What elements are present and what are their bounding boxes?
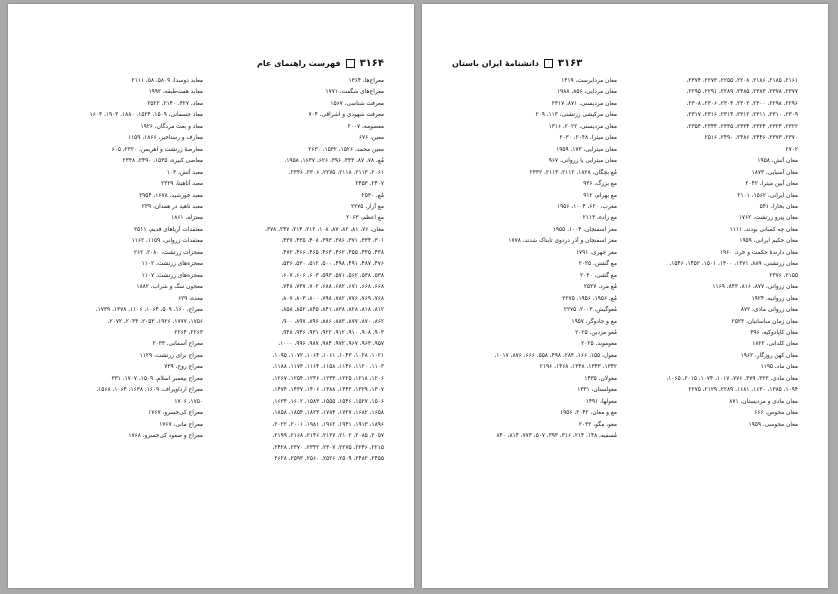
- index-entry: مغوموبد، ۲۰۲۵: [581, 341, 617, 348]
- index-entry: مغان زمان ساسانیان، ۲۵۲۳: [731, 318, 798, 325]
- index-entry: معاصی کبیره، ۱۵۳۵، ۲۴۹۰، ۲۳۴۸: [122, 158, 203, 165]
- index-entry: معراج روح، ۷۳۹: [164, 364, 203, 371]
- index-entry: ۱۸۹۶، ۱۹۱۳، ۱۹۴۱، ۱۹۶۲، ۱۹۸۱، ۲۰۰۱، ۲۰۲۲،: [272, 421, 384, 428]
- index-entry: ۲۴۰۷، ۲۴۵۳: [355, 181, 384, 188]
- square-icon: [346, 59, 355, 68]
- index-entry: مُغ، ۷۸، ۸۷، ۳۴۳، ۳۹۶، ۶۲۶، ۱۶۳۷، ۱۹۵۸،: [284, 158, 384, 165]
- index-entry: مغان زروانی، ۸۷۷، ۸۱۶، ۸۴۳، ۱۱۶۹: [712, 284, 798, 291]
- index-entry: مغول، ۱۵۵، ۱۶۶، ۲۸۴، ۴۹۸، ۵۵۸، ۶۶۶، ۸۷۶، ۱۰۱۷،: [494, 352, 617, 359]
- index-entry: معراج و صعود کی‌خسرو، ۱۷۶۸: [128, 433, 203, 440]
- index-entry: مغ گشتن، ۲۰۲۵: [578, 261, 617, 268]
- index-entry: معراج‌ها، ۱۳۶۴: [348, 78, 384, 84]
- index-entry: مغان، ۷۶، ۸۱، ۸۲، ۸۷، ۱۰۸، ۲۱۲، ۲۱۴، ۲۴۷، ۳۷۸،: [265, 226, 384, 233]
- index-entry: مغان دارندهٔ حکمت و خرد، ۱۹۶۰: [719, 249, 798, 256]
- index-entry: ۳۰۱، ۳۳۴، ۳۷۱، ۳۸۶، ۳۹۳، ۴۰۸، ۴۳۵، ۴۳۷،: [281, 238, 384, 245]
- index-entry: مغولها، ۱۴۹۱: [585, 398, 617, 405]
- index-entry: ۲۴۵۵، ۲۴۸۲، ۲۵۰۹، ۲۵۲۶، ۲۵۶۰، ۲۵۹۳، ۲۶۲۸: [274, 455, 384, 462]
- index-entry: معرفت شناسی، ۱۵۶۷: [330, 100, 384, 107]
- index-column-left: [452, 76, 617, 568]
- index-entry: ۱۷۵۰، ۱۷۰۶: [174, 398, 203, 405]
- index-entry: مغان چه کسانی بودند، ۱۱۱۱: [729, 226, 798, 233]
- index-entry: معاد و بعث مردگان، ۱۹۲۶: [140, 123, 203, 130]
- index-entry: معبد ناهید در همدان، ۲۳۹: [141, 203, 203, 210]
- index-entry: مغان ایرانی، ۱۵۶۲، ۲۱۰۱: [737, 192, 798, 199]
- index-entry: ۲۳۰۹، ۲۳۱۰، ۲۳۱۱، ۲۳۱۲، ۲۳۱۴، ۲۳۱۶، ۲۳۱۷،: [686, 112, 798, 119]
- index-entry: ۵۳۸، ۵۳۸، ۵۶۲، ۵۷۱، ۵۹۳، ۶۰۳، ۶۰۶، ۶۰۷،: [281, 272, 384, 279]
- index-entry: مغان میترا، ۲۰۴۸، ۲۰۳۰: [559, 135, 617, 142]
- index-entry: معراج مانی، ۱۷۶۷: [159, 421, 203, 428]
- index-entry: معابد هفت‌طبقه، ۱۹۹۲: [148, 89, 203, 96]
- index-entry: ۴۷۶، ۴۸۷، ۴۹۱، ۴۹۸، ۵۰۰، ۵۱۲، ۵۳۰، ۵۳۶،: [281, 261, 384, 268]
- index-entry: معین، ۶۷۶: [358, 135, 384, 142]
- index-columns: [38, 76, 384, 568]
- index-entry: مغان آیین میترا، ۲۰۴۲: [745, 181, 798, 188]
- index-entry: ۲۲۶۳، ۲۲۶۴: [174, 329, 203, 336]
- index-entry: مغان مادی و مزدیسنان، ۸۷۱: [729, 398, 798, 405]
- index-entry: ۱۵۰۶، ۱۵۲۷، ۱۵۴۶، ۱۵۵۵، ۱۵۸۳، ۱۶۰۲، ۱۶۳۴،: [272, 398, 384, 405]
- index-entry: مغان مزدیسنی، ۸۷۱، ۲۳۱۷: [551, 100, 617, 107]
- index-column-right: [219, 76, 384, 568]
- index-entry: مغان ماد، ۱۱۹۵: [760, 364, 798, 371]
- index-entry: ۱۱۰۳، ۱۱۲۰، ۱۱۴۶، ۱۱۵۸، ۱۱۶۴، ۱۱۷۳، ۱۱۸۸،: [272, 364, 384, 371]
- index-entry: مغان میترایی، ۱۷۳، ۱۹۵۹: [556, 146, 617, 153]
- index-entry: معارضهٔ زرتشت و اهریمن، ۲۳۲۰، ۶۰۵: [111, 146, 203, 153]
- index-entry: ۱۶۵۸، ۱۶۸۲، ۱۷۲۷، ۱۷۸۴، ۱۸۲۳، ۱۸۵۴، ۱۸۵۸،: [272, 410, 384, 417]
- index-entry: مغان میترایی یا زروانی، ۹۶۷: [548, 158, 617, 165]
- index-entry: معجزات زرتشت، ۲۰۸۰، ۲۶۲: [133, 249, 203, 256]
- index-entry: ۲۷۰۲: [785, 146, 798, 153]
- index-entry: مغان کهن روزگار، ۱۹۶۲: [740, 352, 798, 359]
- index-entry: ۱۰۲۱، ۱۰۲۸، ۱۰۴۳، ۱۰۶۱، ۱۰۶۴، ۱۰۷۲، ۱۰۹۵،: [272, 352, 384, 359]
- index-entry: ۱۰۹۴، ۱۳۸۵، ۱۶۳۰، ۱۶۸۱، ۲۲۸۹، ۲۱۲۹، ۲۲۷۵: [688, 387, 798, 394]
- index-entry: معراج کی‌خسرو، ۱۷۶۷: [148, 410, 203, 417]
- index-entry: مُسفیه، ۱۴۸، ۲۱۴، ۳۱۶، ۳۹۳، ۵۰۷، ۷۷۳، ۸۱۴، ۸۴۰: [496, 433, 617, 440]
- page-number: ۳۱۶۳: [557, 57, 583, 69]
- index-entry: مغ آزار، ۲۲۷۵: [350, 203, 384, 210]
- index-entry: ۲۰۶۱، ۲۱۱۳، ۲۱۱۸، ۲۲۷۵، ۲۳۰۶، ۲۳۳۶،: [288, 169, 384, 176]
- index-entry: معراج‌های شگفت، ۱۷۷۱: [325, 89, 384, 96]
- index-entry: معرفت شهودی و اشراقی، ۷۰۴: [308, 112, 384, 119]
- index-entry: مُغ، ۱۹۵۶، ۱۹۵۶، ۲۲۷۵: [562, 295, 617, 302]
- index-entry: مغ اعظم، ۲۰۶۳: [346, 215, 384, 222]
- left-page: [8, 4, 414, 588]
- index-entry: مغان کاپادوکیه، ۳۹۶: [750, 329, 798, 336]
- index-entry: ۱۳۴۲، ۱۳۴۳، ۱۳۴۸، ۱۴۶۸، ۲۱۹۶: [539, 364, 617, 371]
- index-entry: معجزه‌های زرتشت، ۱۱۰۷: [141, 272, 203, 279]
- index-entry: مغو، مگو، ۲۰۳۲: [578, 421, 617, 428]
- index-entry: معابد دوسدا، ۵۸۰۹، ۵۸، ۲۱۱۱: [131, 78, 203, 84]
- index-entry: مغان بخارا، ۵۴۱: [759, 203, 798, 210]
- index-entry: مُغ بچگان، ۱۸۲۸، ۲۱۱۲، ۲۱۱۳، ۲۳۳۲: [529, 169, 617, 176]
- index-entry: ۱۷۵۶، ۱۷۷۷، ۱۹۲۶، ۲۰۵۳، ۲۰۴۴، ۲۰۷۲،: [107, 318, 203, 325]
- index-entry: مغان مزدایی، ۸۵۶، ۱۹۸۸: [557, 89, 617, 96]
- index-entry: مغز اسفنجان، ۱۰۰۴، ۱۹۵۵: [552, 226, 617, 233]
- index-entry: معراج پیغمبر اسلام، ۱۵۰۹، ۱۷۰۷، ۳۳۱: [111, 375, 203, 382]
- index-entry: مغان مزدیسنی، ۲۰۲۲، ۱۳۱۶: [548, 123, 617, 130]
- index-entry: معارف و رستاخیز، ۱۸۶۶، ۱۱۵۹: [127, 135, 203, 142]
- index-entry: ۹۰۳، ۹۰۸، ۹۱۰، ۹۱۲، ۹۲۲، ۹۳۱، ۹۴۶، ۹۴۸،: [281, 329, 384, 336]
- index-entry: مُغ، ۲۵۳۰: [361, 192, 384, 199]
- index-entry: مغان آتش، ۱۹۵۸: [757, 158, 798, 165]
- index-column-right: [633, 76, 798, 568]
- index-entry: مغان مزدایرست، ۱۴۱۹: [561, 78, 617, 84]
- index-entry: مغز اسفنجان و آذر دردوی تابناک شدند، ۱۷۷۸: [508, 238, 617, 245]
- index-entry: ۲۰۵۷، ۲۰۸۵، ۲۱۰۲، ۲۱۲۷، ۲۱۴۶، ۲۱۶۸، ۲۱۹۹،: [272, 433, 384, 440]
- index-entry: معراج ارداویراف، ۱۶۰۹، ۱۶۳۸، ۱۰۶۴، ۱۵۶۸،: [96, 387, 203, 394]
- index-entry: مُغو مزدین، ۲۰۲۵: [575, 329, 617, 336]
- index-entry: معبد خورشید، ۱۶۷۸، ۲۹۵۴: [139, 192, 203, 199]
- right-page: [422, 4, 828, 588]
- index-entry: معبد آتش، ۱۰۳: [166, 169, 203, 176]
- index-entry: مغ گشی، ۲۰۳۰: [580, 272, 617, 279]
- index-entry: ۱۲۰۶، ۱۲۱۸، ۱۲۲۵، ۱۲۳۳، ۱۲۳۶، ۱۲۵۴، ۱۲۶۷،: [272, 375, 384, 382]
- index-entry: مغان زروانی مادی، ۸۷۲: [740, 307, 798, 314]
- page-title: فهرست راهنمای عام: [256, 58, 341, 68]
- index-entry: مغان مزکیشی زرتشتی، ۱۱۳، ۲۰۹: [535, 112, 617, 119]
- index-column-left: [38, 76, 203, 568]
- index-entry: مغ بهرام، ۹۱۲: [583, 192, 617, 199]
- index-entry: مغ و جادوگر، ۱۹۵۷: [571, 318, 617, 325]
- index-entry: معصومه، ۲۰۰۷: [347, 123, 384, 130]
- index-entry: مغان محوس، ۶۶۶: [754, 410, 798, 417]
- page-number: ۳۱۶۴: [359, 57, 384, 69]
- index-entry: معبد آناهیتا، ۲۳۲۹: [160, 181, 203, 188]
- index-entry: ۲۱۵۵، ۲۳۷۶: [769, 272, 798, 279]
- index-entry: مُغ مرد، ۲۵۲۷: [583, 284, 617, 291]
- index-entry: مغان حکیم ایرانی، ۱۹۵۹: [739, 238, 798, 245]
- index-entry: ۶۶۸، ۶۶۸، ۶۷۱، ۶۸۲، ۶۸۸، ۷۰۲، ۷۳۷، ۷۴۸،: [281, 284, 384, 291]
- index-entry: مغ و مغان، ۲۰۴۲، ۱۹۵۶: [560, 410, 617, 417]
- index-entry: مُغوگیش، ۲۰۰۳، ۲۲۷۵: [563, 307, 617, 314]
- index-entry: معجزه‌های زرتشت، ۱۱۰۲: [141, 261, 203, 268]
- index-entry: معراج آسمانی، ۲۰۳۳: [152, 341, 203, 348]
- index-entry: مغولستان، ۱۳۳۱: [577, 387, 617, 394]
- index-entry: ۴۳۸، ۴۴۵، ۴۵۵، ۴۶۲، ۴۶۳، ۴۶۵، ۴۶۶، ۴۷۲،: [281, 249, 384, 256]
- index-entry: ۲۱۶۱، ۲۱۸۵، ۲۱۸۶، ۲۲۰۸، ۲۲۵۵، ۲۲۷۳، ۲۳۷۴،: [686, 78, 798, 84]
- index-entry: معراج برای زرتشت، ۱۱۲۹: [139, 352, 203, 359]
- index-entry: ۲۳۷۷، ۲۳۷۸، ۲۳۸۳، ۲۴۸۵، ۲۲۸۹، ۲۲۹۱، ۲۲۹۵،: [686, 89, 798, 96]
- left-page-header: [38, 56, 384, 70]
- index-entry: ۲۳۲۲، ۲۳۲۳، ۲۳۲۴، ۲۳۳۴، ۲۳۳۵، ۲۳۴۴، ۲۳۵۴،: [686, 123, 798, 130]
- index-entry: مغان پیرو زرتشت، ۱۷۶۲: [738, 215, 798, 222]
- index-entry: مغرب، ۶۲۰، ۱۰۰۴، ۱۹۵۶: [557, 203, 617, 210]
- index-entry: ۲۳۷۰، ۲۳۷۳، ۲۴۴۶، ۲۴۸۶، ۲۴۹۰، ۲۵۱۶: [704, 135, 798, 142]
- index-entry: مغان آسیایی، ۱۸۷۳: [751, 169, 798, 176]
- index-entry: ۷۶۸، ۷۶۹، ۷۷۶، ۷۸۲، ۷۹۸، ۸۰۰، ۸۰۳، ۸۰۷،: [281, 295, 384, 302]
- index-entry: ۲۲۱۵، ۲۲۴۶، ۲۲۷۵، ۲۳۰۷، ۲۳۴۲، ۲۳۷۰، ۲۴۲۸،: [272, 444, 384, 451]
- index-entry: معجون سگ و شراب، ۱۸۸۲: [136, 284, 203, 291]
- index-entry: معاد جسمانی، ۱۵۰۹، ۱۵۲۴، ۱۸۸۰، ۱۹۰۳، ۱۶۰۴: [89, 112, 203, 119]
- index-entry: معراج، ۱۶۰، ۵۰۹، ۱۰۶۴، ۱۱۰۶، ۱۳۷۸، ۱۷۳۹،: [95, 307, 203, 314]
- page-title: دانشنامهٔ ایران باستان: [452, 58, 539, 68]
- index-columns: [452, 76, 798, 568]
- index-entry: مغان زرتشتی، ۸۸۹، ۱۳۷۱، ۱۴۰۰، ۱۵۰۱، ۱۴۵۲، ۱۵۴۶،: [669, 261, 798, 268]
- index-entry: مغان مجوسی، ۱۹۵۹: [748, 421, 798, 428]
- index-entry: ۱۳۰۷، ۱۳۲۹، ۱۳۴۲، ۱۳۸۸، ۱۴۰۶، ۱۴۳۷، ۱۴۷۴،: [272, 387, 384, 394]
- index-entry: معده، ۶۲۹: [177, 295, 203, 302]
- index-entry: مغ زاده، ۲۱۱۳: [582, 215, 617, 222]
- index-entry: ۸۶۲، ۸۷۰، ۸۷۷، ۸۸۳، ۸۸۶، ۸۹۶، ۸۹۷، ۹۰۰،: [281, 318, 384, 325]
- index-entry: مغان کلدانی، ۱۸۲۲: [752, 341, 798, 348]
- index-entry: ۸۱۲، ۸۱۸، ۸۲۸، ۸۳۸، ۸۴۱، ۸۴۵، ۸۵۲، ۸۵۸،: [281, 307, 384, 314]
- index-entry: معتزله، ۱۸۶۱: [171, 215, 203, 222]
- index-entry: معتقدات زروانی، ۱۱۵۹، ۱۱۶۲: [131, 238, 203, 245]
- index-entry: مغ بزرگ، ۹۳۶: [583, 181, 617, 188]
- right-page-header: [452, 56, 798, 70]
- index-entry: مغان زروانیه، ۱۹۲۴: [751, 295, 798, 302]
- index-entry: مغولان، ۱۴۳۵: [584, 375, 617, 382]
- index-entry: مغز جهری، ۱۷۹۱: [575, 249, 617, 256]
- index-entry: مغان مادی، ۳۲۳، ۳۷۹، ۷۷۶، ۱۰۱۷، ۱۰۷۴، ۲۰۱۵، ۱۰۶۵،: [666, 375, 798, 382]
- index-entry: معاد، ۴۲۷، ۲۱۴۰، ۲۵۲۲: [147, 100, 203, 107]
- index-entry: معین محمد، ۱۵۲۶، ۱۵۳۲، ۲۶۳۰: [308, 146, 384, 153]
- square-icon: [544, 59, 553, 68]
- index-entry: ۹۵۷، ۹۶۳، ۹۶۷، ۹۷۲، ۹۸۴، ۹۸۷، ۹۹۶، ۱۰۰۰،: [278, 341, 384, 348]
- index-entry: معتقدات آریاهای قدیم، ۲۵۱۱: [134, 226, 203, 233]
- index-entry: ۲۲۹۶، ۲۲۹۸، ۲۳۰۰، ۲۳۰۲، ۲۳۰۴، ۲۳۰۶، ۲۳۰۸،: [686, 100, 798, 107]
